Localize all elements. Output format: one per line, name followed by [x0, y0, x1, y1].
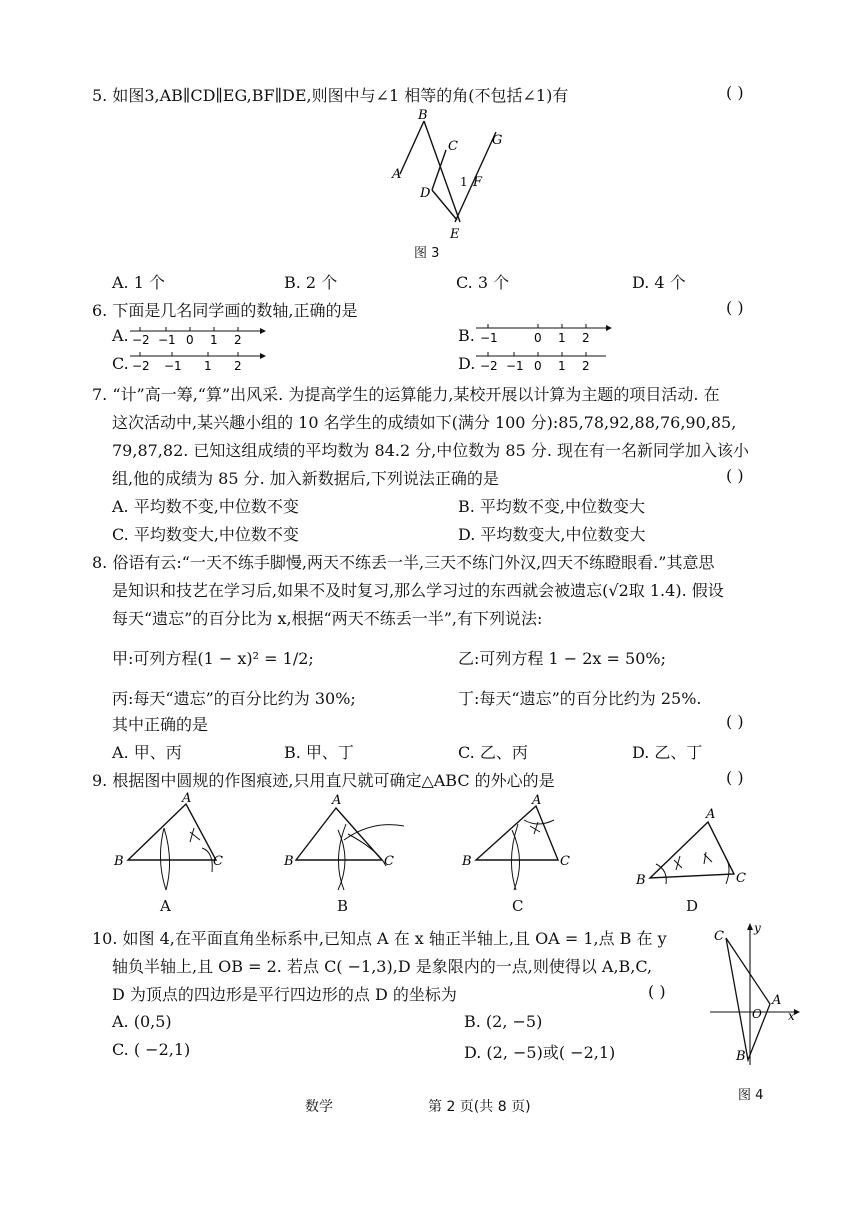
q7-line-2: 这次活动中,某兴趣小组的 10 名学生的成绩如下(满分 100 分):85,78,92,88,76,90,85, [112, 413, 737, 432]
q9-caption-c: C [512, 897, 524, 915]
q9-c-vertex-c: C [560, 854, 570, 869]
q6-option-a-letter: A. [112, 326, 129, 345]
fig3-label-a: A [392, 167, 402, 182]
q7-option-d: D. 平均数变大,中位数变大 [458, 525, 646, 544]
line-ab [400, 121, 424, 174]
q8-question: 其中正确的是 [112, 715, 209, 734]
q5-option-c: C. 3 个 [456, 273, 510, 292]
fig3-label-e: E [450, 227, 460, 242]
fig3-label-g: G [492, 133, 503, 148]
q8-line-2: 是知识和技艺在学习后,如果不及时复习,那么学习过的东西就会被遗忘(√2取 1.4). 假设 [112, 581, 724, 600]
q7-option-a: A. 平均数不变,中位数不变 [112, 497, 299, 516]
axis-c-tick-4: 2 [234, 359, 242, 372]
q5-figure [380, 104, 520, 264]
q10-figure [700, 920, 800, 1070]
q9-d-vertex-c: C [736, 871, 746, 886]
q8-line-1: 8. 俗语有云:“一天不练手脚慢,两天不练丢一半,三天不练门外汉,四天不练瞪眼看.”其意思 [92, 553, 715, 572]
fig3-label-d: D [420, 186, 431, 201]
axis-d-tick-1: −2 [480, 359, 498, 372]
q5-option-b: B. 2 个 [284, 273, 338, 292]
q9-c-vertex-b: B [462, 854, 472, 869]
q7-line-3: 79,87,82. 已知这组成绩的平均数为 84.2 分,中位数为 85 分. 现在有一名新同学加入该小 [112, 441, 750, 460]
q7-bracket: ( ) [726, 466, 744, 485]
q6-axis-c [126, 348, 266, 372]
axis-c-tick-3: 1 [204, 359, 212, 372]
fig4-label-c: C [714, 929, 724, 944]
axis-b-tick-3: 1 [558, 331, 566, 344]
q9-bracket: ( ) [726, 768, 744, 787]
axis-a-tick-2: −1 [158, 333, 176, 346]
axis-b-tick-4: 2 [582, 331, 590, 344]
fig3-label-f: F [473, 175, 483, 190]
q9-a-vertex-c: C [213, 854, 223, 869]
axis-a-tick-1: −2 [132, 333, 150, 346]
q6-option-c-letter: C. [112, 354, 129, 373]
q8-option-c: C. 乙、丙 [458, 743, 528, 762]
axis-c-tick-1: −2 [132, 359, 150, 372]
line-bf [424, 121, 460, 222]
fig4-label-y: y [754, 921, 761, 935]
q9-stem: 9. 根据图中圆规的作图痕迹,只用直尺就可确定△ABC 的外心的是 [92, 771, 555, 790]
q6-axis-d [472, 348, 612, 372]
fig4-label-b: B [736, 1049, 746, 1064]
fig3-label-b: B [418, 108, 428, 123]
axis-b-tick-1: −1 [480, 331, 498, 344]
q9-b-vertex-b: B [284, 854, 294, 869]
line-cd [432, 150, 446, 190]
q9-a-vertex-b: B [114, 854, 124, 869]
axis-d-tick-4: 1 [558, 359, 566, 372]
fig4-label-o: O [752, 1007, 762, 1021]
q8-statement-yi: 乙:可列方程 1 − 2x = 50%; [458, 649, 666, 668]
q7-option-b: B. 平均数不变,中位数变大 [458, 497, 646, 516]
q6-axis-a [126, 322, 266, 346]
q9-figure-c [458, 790, 582, 900]
q9-b-vertex-a: A [332, 793, 342, 808]
q9-d-vertex-a: A [706, 807, 716, 822]
q8-bracket: ( ) [726, 712, 744, 731]
axis-c-tick-2: −1 [164, 359, 182, 372]
q9-figure-d [632, 800, 756, 900]
q6-option-d-letter: D. [458, 354, 476, 373]
q7-option-c: C. 平均数变大,中位数不变 [112, 525, 299, 544]
q8-statement-bing: 丙:每天“遗忘”的百分比约为 30%; [112, 689, 356, 708]
q8-statement-ding: 丁:每天“遗忘”的百分比约为 25%. [458, 689, 702, 708]
q8-option-a: A. 甲、丙 [112, 743, 182, 762]
q10-line-1: 10. 如图 4,在平面直角坐标系中,已知点 A 在 x 轴正半轴上,且 OA = 1,点 B 在 y [92, 929, 667, 948]
q6-stem: 6. 下面是几名同学画的数轴,正确的是 [92, 301, 358, 320]
q5-bracket: ( ) [726, 83, 744, 102]
q10-option-c: C. ( −2,1) [112, 1040, 191, 1059]
q5-option-a: A. 1 个 [112, 273, 165, 292]
footer-page: 第 2 页(共 8 页) [428, 1099, 531, 1115]
q6-option-b-letter: B. [458, 326, 475, 345]
q9-caption-b: B [337, 897, 349, 915]
axis-a-tick-3: 0 [186, 333, 194, 346]
q9-caption-d: D [686, 897, 699, 915]
q10-option-b: B. (2, −5) [464, 1012, 543, 1031]
q5-stem: 5. 如图3,AB∥CD∥EG,BF∥DE,则图中与∠1 相等的角(不包括∠1)有 [92, 86, 569, 105]
q10-caption: 图 4 [738, 1088, 764, 1103]
q6-axis-b [472, 320, 612, 344]
q5-option-d: D. 4 个 [632, 273, 686, 292]
axis-b-tick-2: 0 [534, 331, 542, 344]
q9-figure-b [282, 790, 422, 900]
q10-line-3: D 为顶点的四边形是平行四边形的点 D 的坐标为 [112, 985, 457, 1004]
q5-caption: 图 3 [414, 246, 440, 261]
q9-a-vertex-a: A [182, 791, 192, 806]
q10-option-d: D. (2, −5)或( −2,1) [464, 1043, 616, 1062]
q8-line-3: 每天“遗忘”的百分比为 x,根据“两天不练丢一半”,有下列说法: [112, 609, 543, 628]
axis-a-tick-5: 2 [234, 333, 242, 346]
axis-a-tick-4: 1 [210, 333, 218, 346]
q9-b-vertex-c: C [384, 854, 394, 869]
q9-caption-a: A [160, 897, 171, 915]
q9-c-vertex-a: A [532, 793, 542, 808]
axis-d-tick-3: 0 [534, 359, 542, 372]
q10-bracket: ( ) [648, 982, 666, 1001]
q8-option-b: B. 甲、丁 [284, 743, 354, 762]
q9-d-vertex-b: B [636, 873, 646, 888]
fig3-label-c: C [448, 139, 458, 154]
fig4-label-x: x [788, 1009, 795, 1023]
q9-figure-a [108, 790, 232, 900]
fig4-label-a: A [772, 993, 782, 1008]
q8-option-d: D. 乙、丁 [632, 743, 703, 762]
axis-d-tick-5: 2 [582, 359, 590, 372]
q10-option-a: A. (0,5) [112, 1012, 172, 1031]
q7-line-1: 7. “计”高一筹,“算”出风采. 为提高学生的运算能力,某校开展以计算为主题的项目活动. 在 [92, 385, 720, 404]
fig3-angle-1: 1 [460, 175, 468, 189]
q10-line-2: 轴负半轴上,且 OB = 2. 若点 C( −1,3),D 是象限内的一点,则使得以 A,B,C, [112, 957, 653, 976]
q7-line-4: 组,他的成绩为 85 分. 加入新数据后,下列说法正确的是 [112, 469, 499, 488]
axis-d-tick-2: −1 [506, 359, 524, 372]
footer-subject: 数学 [305, 1099, 333, 1115]
q6-bracket: ( ) [726, 298, 744, 317]
q8-statement-jia: 甲:可列方程(1 − x)² = 1/2; [112, 649, 314, 668]
